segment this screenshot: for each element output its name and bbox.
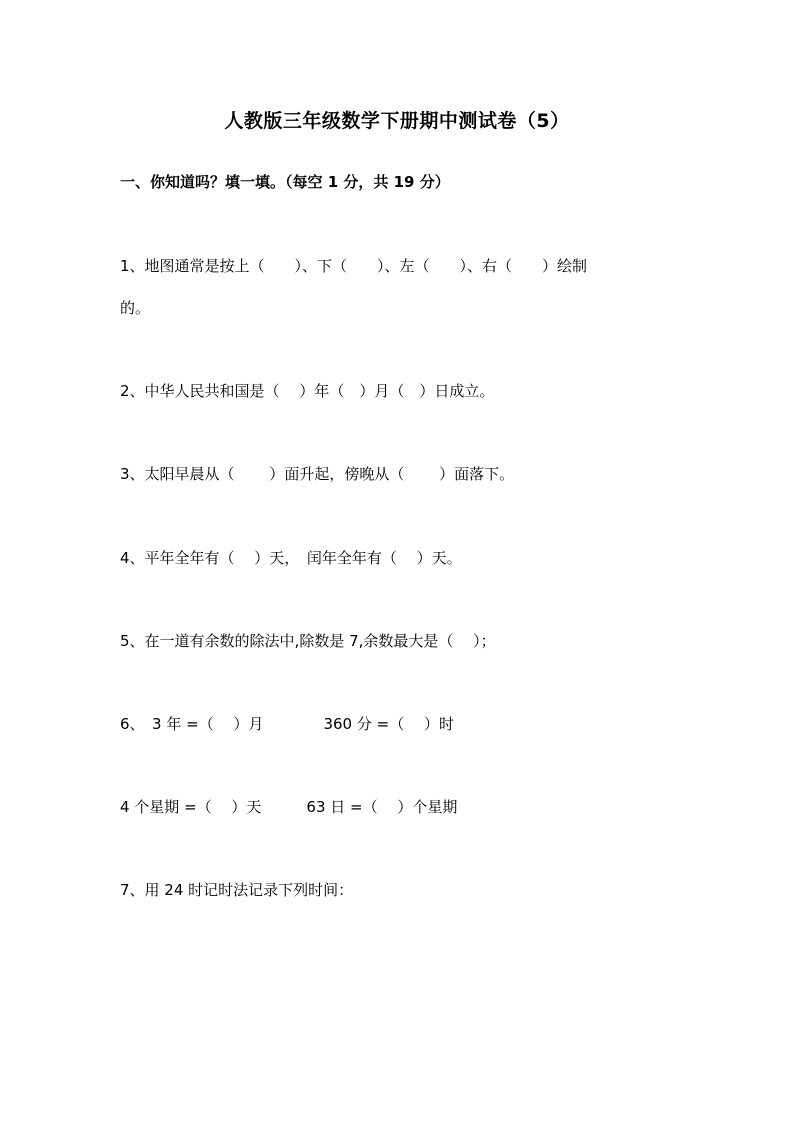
question-1-line-1: 1、地图通常是按上（ ）、下（ ）、左（ ）、右（ ）绘制	[120, 257, 588, 275]
question-6-line-1: 6、 3 年 =（ ）月 360 分 =（ ）时	[120, 715, 454, 733]
section-heading: 一、你知道吗？填一填。（每空 1 分，共 19 分）	[120, 173, 450, 191]
question-5: 5、在一道有余数的除法中,除数是 7,余数最大是（ ）；	[120, 632, 496, 650]
question-3: 3、太阳早晨从（ ）面升起，傍晚从（ ）面落下。	[120, 465, 515, 483]
question-7: 7、用 24 时记时法记录下列时间：	[120, 881, 354, 899]
question-4: 4、平年全年有（ ）天， 闰年全年有（ ）天。	[120, 549, 462, 567]
question-1-line-2: 的。	[120, 299, 151, 317]
question-2: 2、中华人民共和国是（ ）年（ ）月（ ）日成立。	[120, 382, 495, 400]
question-6-line-2: 4 个星期 =（ ）天 63 日 =（ ）个星期	[120, 798, 458, 816]
page-title: 人教版三年级数学下册期中测试卷（5）	[224, 110, 570, 132]
